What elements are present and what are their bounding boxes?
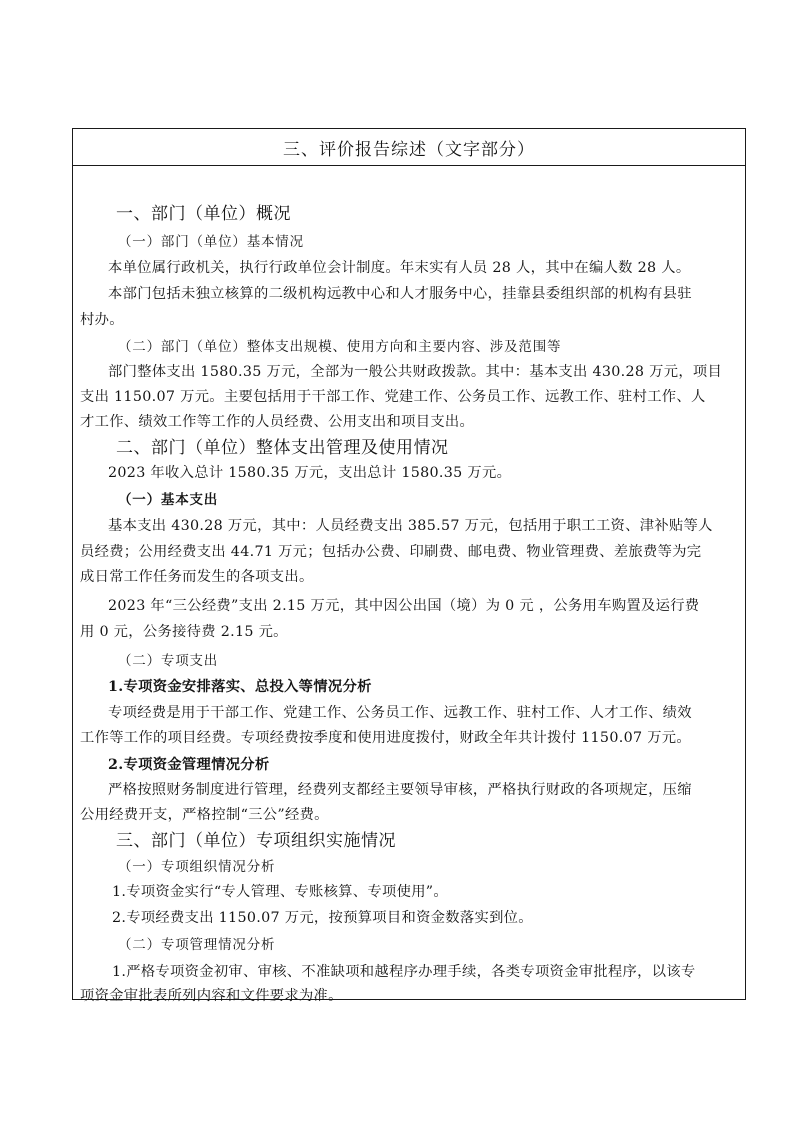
paragraph-line: 村办。 (80, 312, 124, 328)
paragraph-line: 部门整体支出 1580.35 万元，全部为一般公共财政拨款。其中：基本支出 430.28 万元，项目 (108, 364, 723, 380)
paragraph-line: 用 0 元，公务接待费 2.15 元。 (80, 624, 288, 640)
subsection-heading-3-1: （一）专项组织情况分析 (118, 859, 276, 875)
paragraph-line: 支出 1150.07 万元。主要包括用于干部工作、党建工作、公务员工作、远教工作、驻村工作、人 (80, 389, 706, 405)
section-heading-3: 三、部门（单位）专项组织实施情况 (116, 831, 396, 851)
paragraph-line: 本部门包括未独立核算的二级机构远教中心和人才服务中心，挂靠县委组织部的机构有县驻 (108, 286, 692, 302)
subsection-heading-3-2: （二）专项管理情况分析 (118, 937, 276, 953)
section-heading-2: 二、部门（单位）整体支出管理及使用情况 (116, 438, 449, 458)
subsection-heading-1-2: （二）部门（单位）整体支出规模、使用方向和主要内容、涉及范围等 (118, 339, 562, 355)
page-title: 三、评价报告综述（文字部分） (283, 140, 535, 160)
paragraph-line: 1.严格专项资金初审、审核、不准缺项和越程序办理手续，各类专项资金审批程序，以该专 (112, 964, 696, 980)
paragraph-line: 2.专项经费支出 1150.07 万元，按预算项目和资金数落实到位。 (112, 910, 533, 926)
item-heading-2-2-2: 2.专项资金管理情况分析 (108, 757, 270, 773)
subsection-heading-1-1: （一）部门（单位）基本情况 (118, 234, 304, 250)
paragraph-line: 成日常工作任务而发生的各项支出。 (80, 569, 314, 585)
title-row (73, 129, 745, 166)
paragraph-line: 才工作、绩效工作等工作的人员经费、公用支出和项目支出。 (80, 414, 475, 430)
paragraph-line: 工作等工作的项目经费。专项经费按季度和使用进度拨付，财政全年共计拨付 1150.07 万元。 (80, 730, 691, 746)
paragraph-line: 公用经费开支，严格控制“三公”经费。 (80, 807, 329, 823)
subsection-heading-2-2: （二）专项支出 (118, 653, 219, 669)
section-heading-1: 一、部门（单位）概况 (116, 204, 291, 224)
paragraph-line: 本单位属行政机关，执行行政单位会计制度。年末实有人员 28 人，其中在编人数 28 人。 (108, 260, 691, 276)
subsection-heading-2-1: （一）基本支出 (118, 492, 219, 508)
paragraph-line: 2023 年收入总计 1580.35 万元，支出总计 1580.35 万元。 (108, 465, 512, 481)
paragraph-line: 项资金审批表所列内容和文件要求为准。 (80, 988, 343, 1004)
paragraph-line: 基本支出 430.28 万元，其中：人员经费支出 385.57 万元，包括用于职工工资、津补贴等人 (108, 518, 713, 534)
paragraph-line: 2023 年“三公经费”支出 2.15 万元，其中因公出国（境）为 0 元 ，公务用车购置及运行费 (108, 598, 700, 614)
paragraph-line: 严格按照财务制度进行管理，经费列支都经主要领导审核，严格执行财政的各项规定，压缩 (108, 782, 692, 798)
paragraph-line: 员经费；公用经费支出 44.71 万元；包括办公费、印刷费、邮电费、物业管理费、差旅费等为完 (80, 544, 702, 560)
paragraph-line: 1.专项资金实行“专人管理、专账核算、专项使用”。 (112, 884, 448, 900)
paragraph-line: 专项经费是用于干部工作、党建工作、公务员工作、远教工作、驻村工作、人才工作、绩效 (108, 705, 692, 721)
item-heading-2-2-1: 1.专项资金安排落实、总投入等情况分析 (108, 679, 372, 695)
